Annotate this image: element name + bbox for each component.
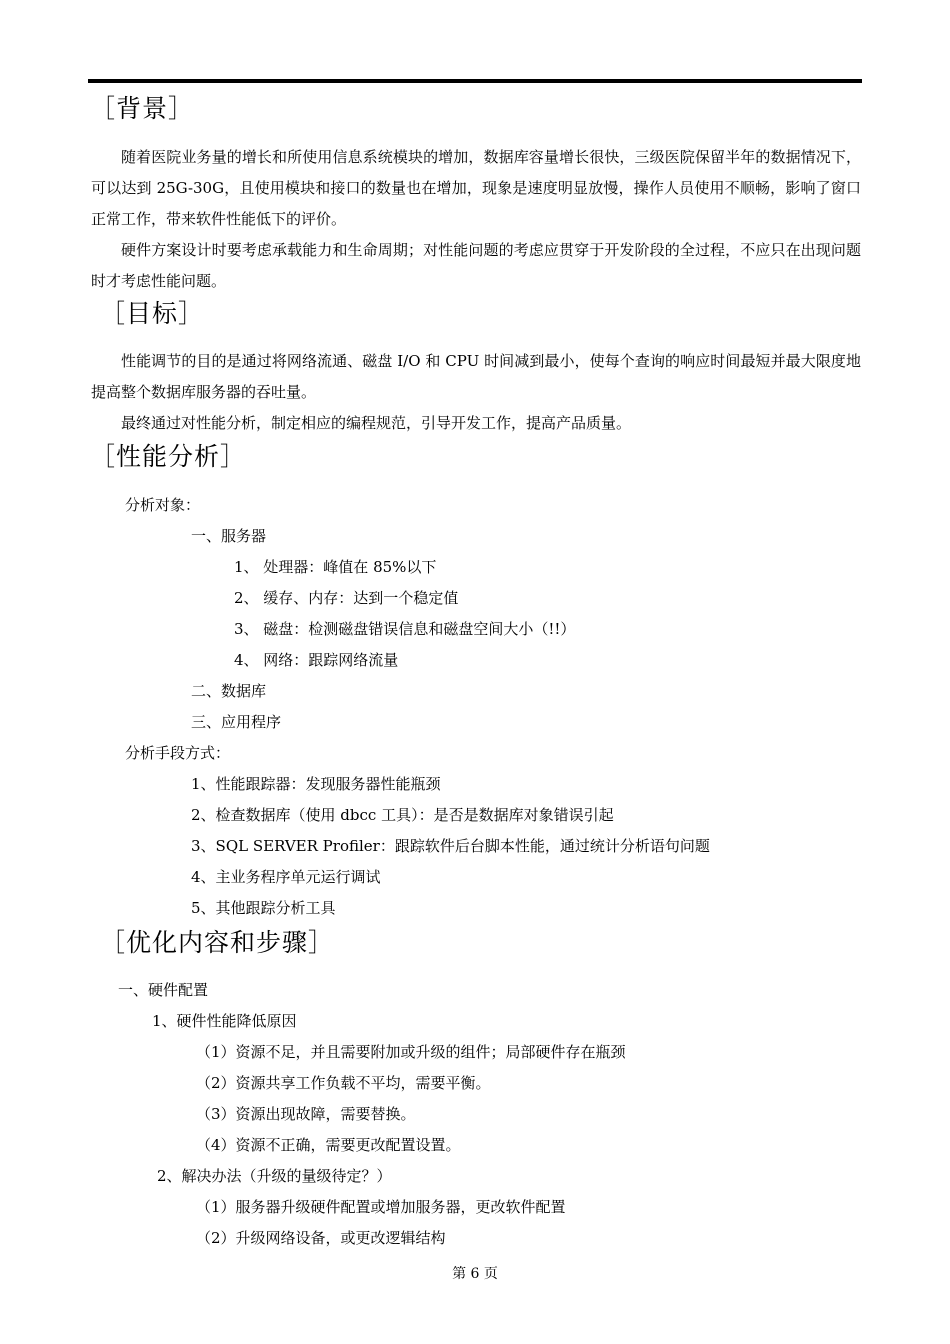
header-rule (88, 79, 862, 83)
background-paragraph-2: 硬件方案设计时要考虑承载能力和生命周期；对性能问题的考虑应贯穿于开发阶段的全过程，不应只在出现问题时才考虑性能问题。 (91, 241, 861, 290)
analysis-line: 分析手段方式： (125, 744, 231, 762)
optimization-line: （1）资源不足，并且需要附加或升级的组件；局部硬件存在瓶颈 (196, 1043, 626, 1061)
analysis-line: 1、性能跟踪器：发现服务器性能瓶颈 (191, 775, 441, 793)
optimization-line: （3）资源出现故障，需要替换。 (196, 1105, 416, 1123)
section-heading-goal: ［目标］ (100, 299, 205, 328)
analysis-line: 三、应用程序 (191, 713, 282, 731)
analysis-line: 分析对象： (125, 496, 201, 514)
optimization-line: （2）升级网络设备，或更改逻辑结构 (196, 1229, 446, 1247)
optimization-line: 1、硬件性能降低原因 (152, 1012, 297, 1030)
analysis-line: 1、 处理器：峰值在 85%以下 (234, 558, 437, 576)
optimization-line: （1）服务器升级硬件配置或增加服务器，更改软件配置 (196, 1198, 566, 1216)
analysis-line: 一、服务器 (191, 527, 267, 545)
goal-paragraph-1: 性能调节的目的是通过将网络流通、磁盘 I/O 和 CPU 时间减到最小，使每个查询的响应时间最短并最大限度地提高整个数据库服务器的吞吐量。 (91, 352, 861, 401)
analysis-line: 4、主业务程序单元运行调试 (191, 868, 381, 886)
background-paragraph-1: 随着医院业务量的增长和所使用信息系统模块的增加，数据库容量增长很快，三级医院保留半年的数据情况下，可以达到 25G-30G，且使用模块和接口的数量也在增加，现象是速度明显放慢，操作人员使用不顺畅，影响了窗口正常工作，带来软件性能低下的评价。 (91, 148, 861, 228)
optimization-line: 一、硬件配置 (118, 981, 209, 999)
goal-paragraph-2: 最终通过对性能分析，制定相应的编程规范，引导开发工作，提高产品质量。 (121, 414, 632, 432)
analysis-line: 3、 磁盘：检测磁盘错误信息和磁盘空间大小（!!） (234, 620, 576, 638)
page-number: 第 6 页 (452, 1266, 498, 1282)
section-heading-analysis: ［性能分析］ (90, 442, 247, 471)
optimization-line: （4）资源不正确，需要更改配置设置。 (196, 1136, 461, 1154)
section-heading-optimization: ［优化内容和步骤］ (100, 928, 335, 957)
analysis-line: 5、其他跟踪分析工具 (191, 899, 336, 917)
optimization-line: （2）资源共享工作负载不平均，需要平衡。 (196, 1074, 491, 1092)
analysis-line: 2、 缓存、内存：达到一个稳定值 (234, 589, 459, 607)
analysis-line: 3、SQL SERVER Profiler：跟踪软件后台脚本性能，通过统计分析语句问题 (191, 837, 710, 855)
analysis-line: 4、 网络：跟踪网络流量 (234, 651, 399, 669)
analysis-line: 二、数据库 (191, 682, 267, 700)
analysis-line: 2、检查数据库（使用 dbcc 工具）：是否是数据库对象错误引起 (191, 806, 614, 824)
section-heading-background: ［背景］ (90, 94, 195, 123)
optimization-line: 2、解决办法（升级的量级待定？） (157, 1167, 392, 1185)
